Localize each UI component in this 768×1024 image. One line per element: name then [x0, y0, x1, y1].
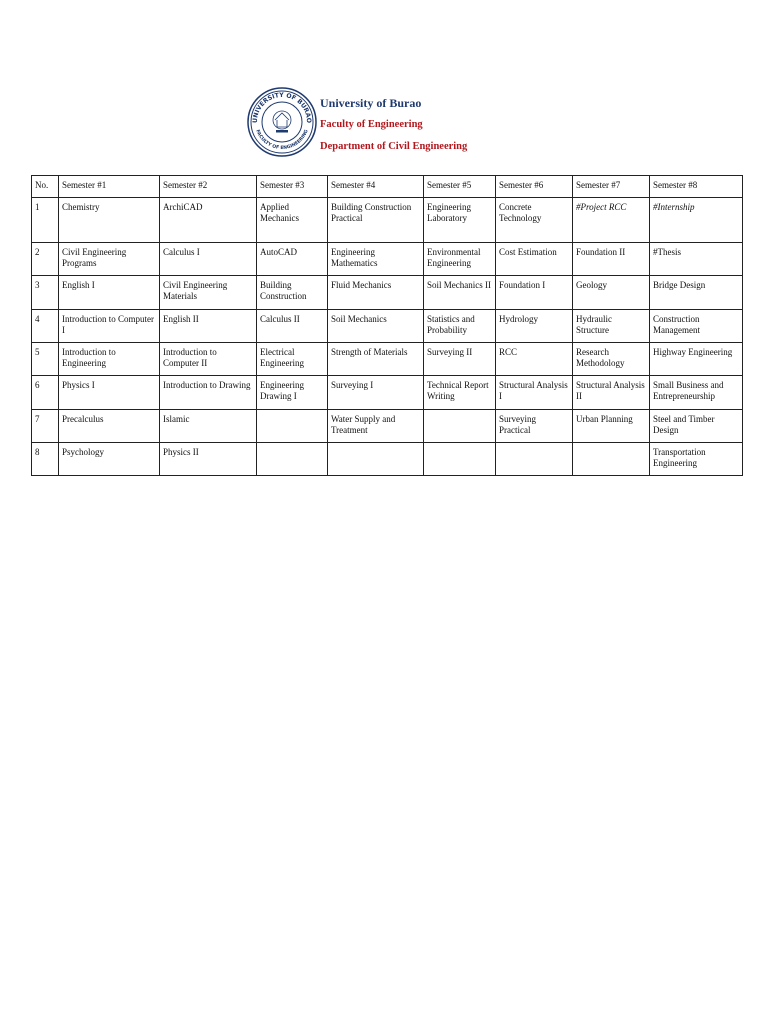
column-header: Semester #2 — [160, 176, 257, 198]
table-cell: Precalculus — [59, 410, 160, 443]
faculty-name: Faculty of Engineering — [320, 119, 423, 130]
table-cell: AutoCAD — [257, 243, 328, 276]
table-cell — [257, 410, 328, 443]
column-header: Semester #3 — [257, 176, 328, 198]
table-cell: Transportation Engineering — [650, 443, 743, 476]
table-cell: Surveying I — [328, 376, 424, 410]
row-number: 7 — [32, 410, 59, 443]
table-cell: Statistics and Probability — [424, 310, 496, 343]
row-number: 6 — [32, 376, 59, 410]
table-cell: Applied Mechanics — [257, 198, 328, 243]
column-header: Semester #6 — [496, 176, 573, 198]
table-cell — [496, 443, 573, 476]
column-header: No. — [32, 176, 59, 198]
university-name: University of Burao — [320, 96, 422, 110]
table-cell: Bridge Design — [650, 276, 743, 310]
table-row — [32, 443, 743, 476]
table-cell: Foundation I — [496, 276, 573, 310]
university-seal-logo — [247, 87, 317, 157]
table-cell: Structural Analysis I — [496, 376, 573, 410]
table-cell: Cost Estimation — [496, 243, 573, 276]
column-header: Semester #7 — [573, 176, 650, 198]
table-row — [32, 243, 743, 276]
table-cell: English I — [59, 276, 160, 310]
table-cell: Surveying II — [424, 343, 496, 376]
table-cell: Hydraulic Structure — [573, 310, 650, 343]
row-number: 1 — [32, 198, 59, 243]
table-cell: Foundation II — [573, 243, 650, 276]
table-cell: Engineering Drawing I — [257, 376, 328, 410]
table-cell: #Project RCC — [573, 198, 650, 243]
table-cell: Fluid Mechanics — [328, 276, 424, 310]
table-cell: Engineering Mathematics — [328, 243, 424, 276]
table-cell: Hydrology — [496, 310, 573, 343]
column-header: Semester #1 — [59, 176, 160, 198]
svg-text:FACULTY OF ENGINEERING: FACULTY OF ENGINEERING — [254, 129, 310, 152]
row-number: 4 — [32, 310, 59, 343]
row-number: 8 — [32, 443, 59, 476]
table-cell: Electrical Engineering — [257, 343, 328, 376]
department-name: Department of Civil Engineering — [320, 141, 468, 152]
table-cell: Introduction to Drawing — [160, 376, 257, 410]
table-cell: Soil Mechanics — [328, 310, 424, 343]
row-number: 2 — [32, 243, 59, 276]
table-cell: Physics I — [59, 376, 160, 410]
table-cell — [573, 443, 650, 476]
table-cell — [257, 443, 328, 476]
table-row — [32, 376, 743, 410]
table-cell: Structural Analysis II — [573, 376, 650, 410]
row-number: 3 — [32, 276, 59, 310]
table-cell: Building Construction — [257, 276, 328, 310]
table-cell: Highway Engineering — [650, 343, 743, 376]
table-cell: Psychology — [59, 443, 160, 476]
table-cell: Calculus II — [257, 310, 328, 343]
table-cell: Small Business and Entrepreneurship — [650, 376, 743, 410]
column-header: Semester #5 — [424, 176, 496, 198]
table-cell: Islamic — [160, 410, 257, 443]
table-row — [32, 310, 743, 343]
document-header — [247, 87, 467, 157]
table-cell — [424, 410, 496, 443]
table-row — [32, 276, 743, 310]
row-number: 5 — [32, 343, 59, 376]
table-cell: Environmental Engineering — [424, 243, 496, 276]
table-cell: Civil Engineering Materials — [160, 276, 257, 310]
table-cell: Surveying Practical — [496, 410, 573, 443]
table-cell — [424, 443, 496, 476]
table-cell: ArchiCAD — [160, 198, 257, 243]
column-header: Semester #4 — [328, 176, 424, 198]
table-cell: Civil Engineering Programs — [59, 243, 160, 276]
table-cell: Geology — [573, 276, 650, 310]
table-header-row — [32, 176, 743, 198]
table-cell: Chemistry — [59, 198, 160, 243]
table-cell — [328, 443, 424, 476]
svg-text:UNIVERSITY OF BURAO: UNIVERSITY OF BURAO — [251, 91, 313, 124]
table-cell: #Internship — [650, 198, 743, 243]
table-cell: Urban Planning — [573, 410, 650, 443]
table-cell: Building Construction Practical — [328, 198, 424, 243]
curriculum-table — [31, 175, 743, 476]
table-cell: Calculus I — [160, 243, 257, 276]
table-cell: RCC — [496, 343, 573, 376]
table-cell: Introduction to Computer II — [160, 343, 257, 376]
table-cell: Introduction to Engineering — [59, 343, 160, 376]
table-cell: English II — [160, 310, 257, 343]
table-cell: Water Supply and Treatment — [328, 410, 424, 443]
table-cell: Construction Management — [650, 310, 743, 343]
table-cell: Physics II — [160, 443, 257, 476]
table-cell: Steel and Timber Design — [650, 410, 743, 443]
table-row — [32, 410, 743, 443]
column-header: Semester #8 — [650, 176, 743, 198]
table-cell: #Thesis — [650, 243, 743, 276]
table-cell: Introduction to Computer I — [59, 310, 160, 343]
table-row — [32, 343, 743, 376]
table-cell: Research Methodology — [573, 343, 650, 376]
table-cell: Strength of Materials — [328, 343, 424, 376]
table-cell: Concrete Technology — [496, 198, 573, 243]
table-cell: Engineering Laboratory — [424, 198, 496, 243]
table-cell: Technical Report Writing — [424, 376, 496, 410]
table-row — [32, 198, 743, 243]
table-cell: Soil Mechanics II — [424, 276, 496, 310]
